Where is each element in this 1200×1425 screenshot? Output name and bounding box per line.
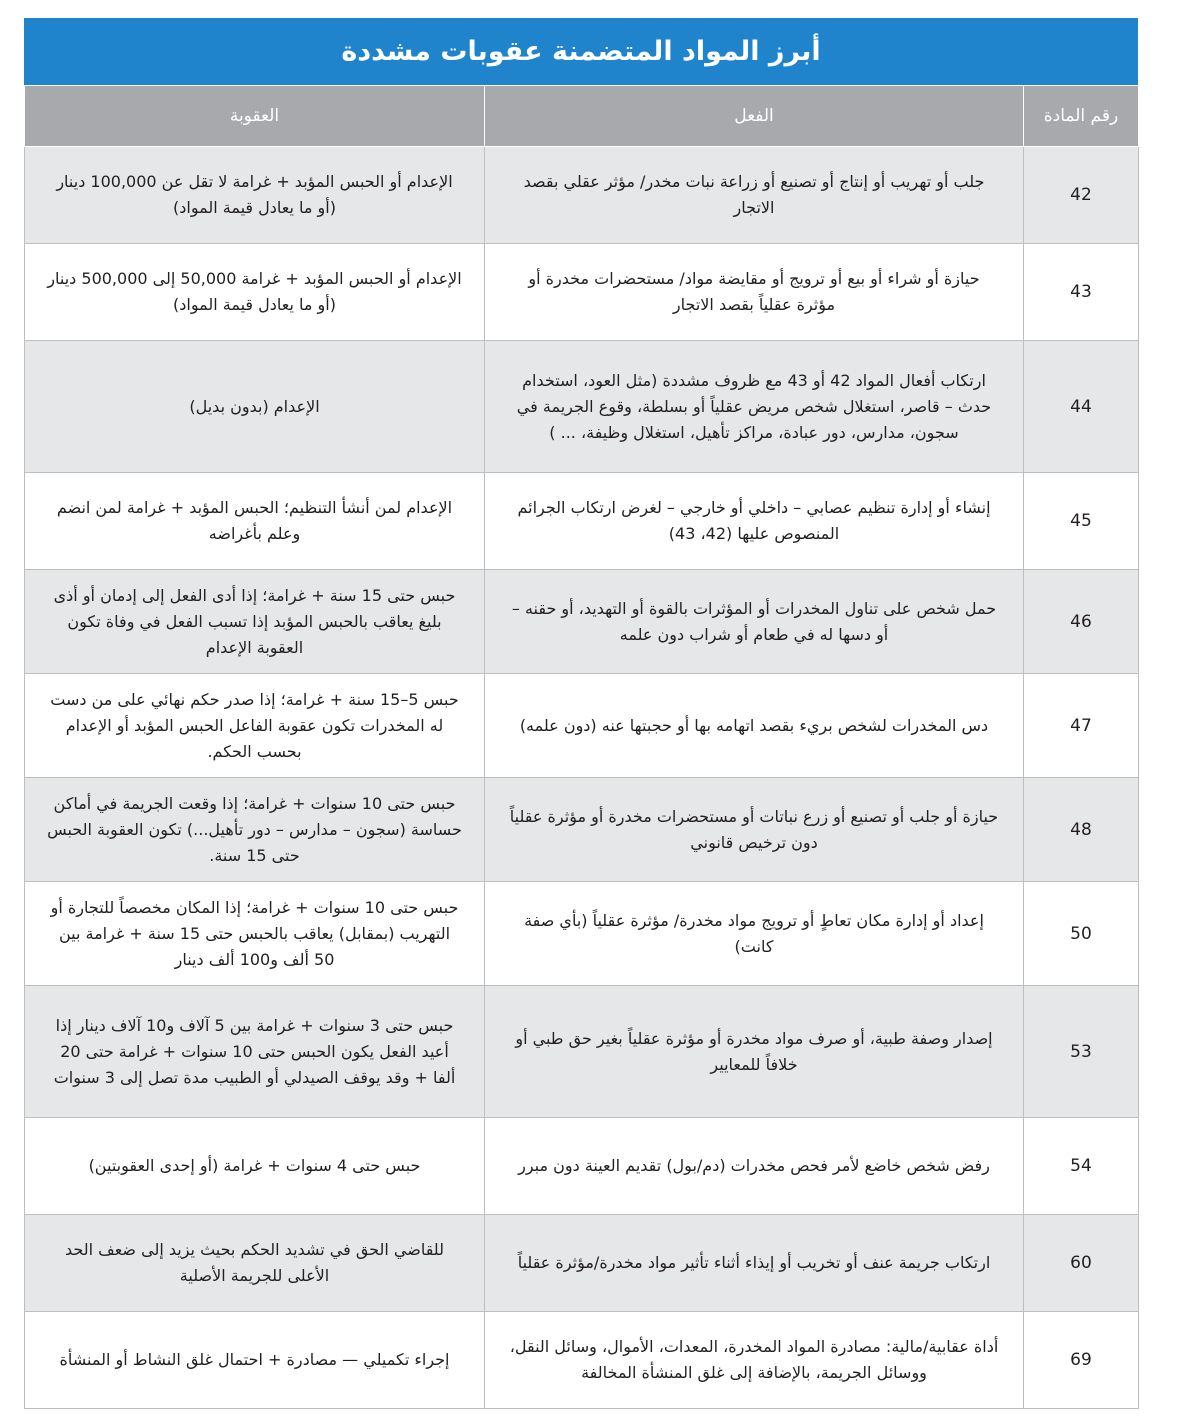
penalties-document [24, 18, 1138, 1409]
act-cell: ارتكاب جريمة عنف أو تخريب أو إيذاء أثناء تأثير مواد مخدرة/مؤثرة عقلياً [485, 1215, 1024, 1312]
penalty-cell: الإعدام (بدون بديل) [25, 341, 485, 473]
act-cell: دس المخدرات لشخص بريء بقصد اتهامه بها أو حجبتها عنه (دون علمه) [485, 674, 1024, 778]
act-cell: ارتكاب أفعال المواد 42 أو 43 مع ظروف مشددة (مثل العود، استخدام حدث – قاصر، استغلال شخص مريض عقلياً أو بسلطة، وقوع الجريمة في سجون، مدارس، دور عبادة، مراكز تأهيل، استغلال وظيفة، ... ) [485, 341, 1024, 473]
article-number: 60 [1024, 1215, 1139, 1312]
article-number: 45 [1024, 473, 1139, 570]
table-header-row [25, 86, 1139, 147]
table-row [25, 341, 1139, 473]
penalty-cell: للقاضي الحق في تشديد الحكم بحيث يزيد إلى ضعف الحد الأعلى للجريمة الأصلية [25, 1215, 485, 1312]
table-row [25, 986, 1139, 1118]
penalty-cell: الإعدام أو الحبس المؤبد + غرامة 50,000 إلى 500,000 دينار (أو ما يعادل قيمة المواد) [25, 244, 485, 341]
penalty-cell: حبس حتى 3 سنوات + غرامة بين 5 آلاف و10 آلاف دينار إذا أعيد الفعل يكون الحبس حتى 10 سنوات + غرامة حتى 20 ألفا + وقد يوقف الصيدلي أو الطبيب مدة تصل إلى 3 سنوات [25, 986, 485, 1118]
header-article-no: رقم المادة [1024, 86, 1139, 147]
act-cell: حمل شخص على تناول المخدرات أو المؤثرات بالقوة أو التهديد، أو حقنه – أو دسها له في طعام أو شراب دون علمه [485, 570, 1024, 674]
table-row [25, 674, 1139, 778]
table-row [25, 473, 1139, 570]
penalty-cell: حبس 5–15 سنة + غرامة؛ إذا صدر حكم نهائي على من دست له المخدرات تكون عقوبة الفاعل الحبس المؤبد أو الإعدام بحسب الحكم. [25, 674, 485, 778]
table-row [25, 882, 1139, 986]
penalty-cell: الإعدام أو الحبس المؤبد + غرامة لا تقل عن 100,000 دينار (أو ما يعادل قيمة المواد) [25, 147, 485, 244]
act-cell: إعداد أو إدارة مكان تعاطٍ أو ترويج مواد مخدرة/ مؤثرة عقلياً (بأي صفة كانت) [485, 882, 1024, 986]
article-number: 50 [1024, 882, 1139, 986]
table-row [25, 778, 1139, 882]
header-penalty: العقوبة [25, 86, 485, 147]
act-cell: حيازة أو جلب أو تصنيع أو زرع نباتات أو مستحضرات مخدرة أو مؤثرة عقلياً دون ترخيص قانوني [485, 778, 1024, 882]
table-row [25, 1312, 1139, 1409]
table-row [25, 147, 1139, 244]
table-row [25, 1118, 1139, 1215]
penalty-cell: الإعدام لمن أنشأ التنظيم؛ الحبس المؤبد + غرامة لمن انضم وعلم بأغراضه [25, 473, 485, 570]
article-number: 42 [1024, 147, 1139, 244]
act-cell: إصدار وصفة طبية، أو صرف مواد مخدرة أو مؤثرة عقلياً بغير حق طبي أو خلافاً للمعايير [485, 986, 1024, 1118]
act-cell: رفض شخص خاضع لأمر فحص مخدرات (دم/بول) تقديم العينة دون مبرر [485, 1118, 1024, 1215]
penalty-cell: حبس حتى 15 سنة + غرامة؛ إذا أدى الفعل إلى إدمان أو أذى بليغ يعاقب بالحبس المؤبد إذا تسبب الفعل في وفاة تكون العقوبة الإعدام [25, 570, 485, 674]
act-cell: حيازة أو شراء أو بيع أو ترويج أو مقايضة مواد/ مستحضرات مخدرة أو مؤثرة عقلياً بقصد الاتجار [485, 244, 1024, 341]
document-title: أبرز المواد المتضمنة عقوبات مشددة [24, 18, 1138, 85]
penalty-cell: حبس حتى 10 سنوات + غرامة؛ إذا وقعت الجريمة في أماكن حساسة (سجون – مدارس – دور تأهيل...) تكون العقوبة الحبس حتى 15 سنة. [25, 778, 485, 882]
article-number: 54 [1024, 1118, 1139, 1215]
header-act: الفعل [485, 86, 1024, 147]
act-cell: إنشاء أو إدارة تنظيم عصابي – داخلي أو خارجي – لغرض ارتكاب الجرائم المنصوص عليها (42، 43) [485, 473, 1024, 570]
act-cell: أداة عقابية/مالية: مصادرة المواد المخدرة، المعدات، الأموال، وسائل النقل، ووسائل الجريمة، بالإضافة إلى غلق المنشأة المخالفة [485, 1312, 1024, 1409]
article-number: 48 [1024, 778, 1139, 882]
article-number: 46 [1024, 570, 1139, 674]
table-row [25, 570, 1139, 674]
article-number: 44 [1024, 341, 1139, 473]
penalties-table [24, 85, 1139, 1409]
table-row [25, 244, 1139, 341]
act-cell: جلب أو تهريب أو إنتاج أو تصنيع أو زراعة نبات مخدر/ مؤثر عقلي بقصد الاتجار [485, 147, 1024, 244]
table-row [25, 1215, 1139, 1312]
article-number: 47 [1024, 674, 1139, 778]
penalty-cell: حبس حتى 10 سنوات + غرامة؛ إذا المكان مخصصاً للتجارة أو التهريب (بمقابل) يعاقب بالحبس حتى 15 سنة + غرامة بين 50 ألف و100 ألف دينار [25, 882, 485, 986]
article-number: 53 [1024, 986, 1139, 1118]
penalty-cell: حبس حتى 4 سنوات + غرامة (أو إحدى العقوبتين) [25, 1118, 485, 1215]
article-number: 43 [1024, 244, 1139, 341]
penalty-cell: إجراء تكميلي — مصادرة + احتمال غلق النشاط أو المنشأة [25, 1312, 485, 1409]
article-number: 69 [1024, 1312, 1139, 1409]
